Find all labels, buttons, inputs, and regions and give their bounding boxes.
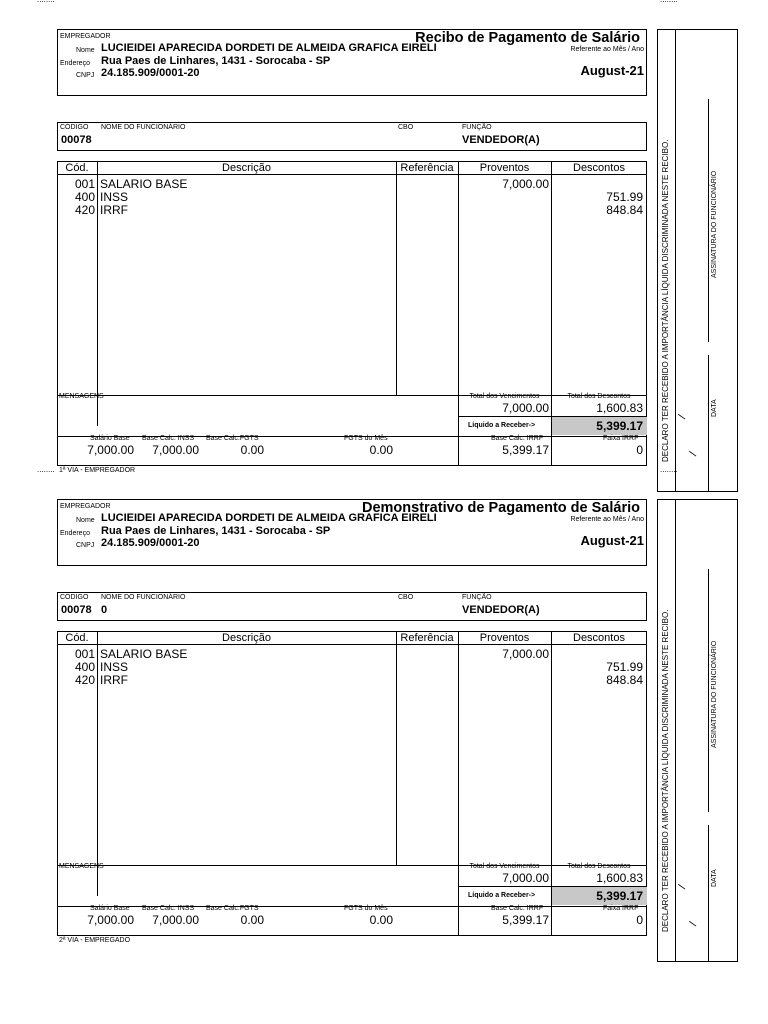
col-header-reference: Referência: [400, 162, 454, 174]
copy-label: 2ª VIA - EMPREGADO: [59, 937, 131, 944]
function-label: FUNÇÃO: [462, 124, 492, 131]
declaration-text: DECLARO TER RECEBIDO A IMPORTÂNCIA LÍQUIDA DISCRIMINADA NESTE RECIBO.: [661, 609, 670, 932]
net-pay-value: 5,399.17: [596, 889, 643, 903]
employer-address: Rua Paes de Linhares, 1431 - Sorocaba - SP: [101, 55, 331, 67]
signature-label: ASSINATURA DO FUNCIONÁRIO: [711, 640, 718, 748]
fgts-month-value: 0.00: [369, 443, 393, 457]
item-code: 420: [74, 673, 95, 687]
base-fgts-label: Base Calc.FGTS: [206, 905, 259, 912]
item-description: IRRF: [100, 203, 128, 217]
item-proventos: 7,000.00: [502, 177, 549, 191]
fgts-month-label: FGTS do Mês: [344, 905, 388, 912]
item-code: 001: [74, 647, 95, 661]
code-label: CÓDIGO: [60, 594, 89, 601]
copy-label: 1ª VIA - EMPREGADOR: [59, 467, 136, 474]
code-label: CÓDIGO: [60, 124, 89, 131]
col-header-descontos: Descontos: [573, 162, 625, 174]
item-row: [57, 674, 647, 687]
base-inss-label: Base Calc. INSS: [142, 905, 195, 912]
base-inss-value: 7,000.00: [152, 913, 199, 927]
item-description: SALARIO BASE: [100, 647, 188, 661]
item-row: [57, 204, 647, 217]
base-salary-value: 7,000.00: [87, 913, 134, 927]
employer-cnpj: 24.185.909/0001-20: [101, 67, 200, 79]
base-salary-label: Salário Base: [90, 905, 130, 912]
receipt-2: [0, 465, 768, 944]
employer-label: EMPREGADOR: [60, 33, 111, 40]
col-header-descontos: Descontos: [573, 632, 625, 644]
col-header-description: Descrição: [222, 632, 271, 644]
employer-name: LUCIEIDEI APARECIDA DORDETI DE ALMEIDA GRAFICA EIRELI: [101, 42, 437, 54]
col-header-description: Descrição: [222, 162, 271, 174]
base-inss-label: Base Calc. INSS: [142, 435, 195, 442]
address-label: Endereço: [60, 530, 90, 537]
irrf-range-label: Faixa IRRF: [603, 905, 639, 912]
col-header-proventos: Proventos: [479, 632, 530, 644]
signature-divider: [675, 499, 676, 962]
table-header-divider: [57, 174, 647, 175]
base-fgts-label: Base Calc.FGTS: [206, 435, 259, 442]
base-irrf-label: Base Calc. IRRF: [491, 435, 544, 442]
cut-mark-right: ........: [660, 465, 678, 474]
name-label: Nome: [76, 47, 95, 54]
employee-code: 00078: [61, 604, 92, 616]
employer-address: Rua Paes de Linhares, 1431 - Sorocaba - SP: [101, 525, 331, 537]
total-deductions-value: 1,600.83: [596, 871, 643, 885]
cut-mark-right: [660, 0, 678, 4]
employee-name-label: NOME DO FUNCIONÁRIO: [101, 594, 186, 601]
items-rows: [57, 178, 647, 217]
total-deductions-label: Total dos Descontos: [567, 393, 631, 400]
net-pay-label: Líquido a Receber->: [468, 422, 536, 429]
employer-cnpj: 24.185.909/0001-20: [101, 537, 200, 549]
date-label: DATA: [711, 869, 718, 887]
item-description: INSS: [100, 190, 129, 204]
col-header-reference: Referência: [400, 632, 454, 644]
base-fgts-value: 0.00: [240, 443, 264, 457]
base-irrf-label: Base Calc. IRRF: [491, 905, 544, 912]
date-line: [708, 825, 709, 962]
item-description: INSS: [100, 660, 129, 674]
function-label: FUNÇÃO: [462, 594, 492, 601]
irrf-range-label: Faixa IRRF: [603, 435, 639, 442]
reference-label: Referente ao Mês / Ano: [570, 46, 644, 53]
net-pay-label: Líquido a Receber->: [468, 892, 536, 899]
cnpj-label: CNPJ: [76, 72, 95, 79]
col-header-code: Cód.: [65, 162, 89, 174]
irrf-range-value: 0: [636, 913, 643, 927]
cut-mark-left: ........: [37, 465, 55, 474]
item-code: 400: [74, 190, 95, 204]
name-label: Nome: [76, 517, 95, 524]
period-value: August-21: [580, 533, 644, 548]
reference-label: Referente ao Mês / Ano: [570, 516, 644, 523]
receipt-title: Demonstrativo de Pagamento de Salário: [362, 500, 640, 516]
messages-label: MENSAGENS: [59, 863, 104, 870]
signature-label: ASSINATURA DO FUNCIONÁRIO: [711, 170, 718, 278]
employee-name-label: NOME DO FUNCIONÁRIO: [101, 124, 186, 131]
total-deductions-value: 1,600.83: [596, 401, 643, 415]
items-rows: [57, 648, 647, 687]
item-descontos: 848.84: [606, 673, 643, 687]
cbo-label: CBO: [398, 124, 414, 131]
item-code: 001: [74, 177, 95, 191]
period-value: August-21: [580, 63, 644, 78]
date-slash-2: /: [687, 920, 700, 928]
item-description: IRRF: [100, 673, 128, 687]
table-header-divider: [57, 644, 647, 645]
item-row: [57, 191, 647, 204]
employee-function: VENDEDOR(A): [462, 134, 540, 146]
receipt-1: [0, 0, 768, 474]
item-descontos: 848.84: [606, 203, 643, 217]
fgts-month-label: FGTS do Mês: [344, 435, 388, 442]
item-code: 400: [74, 660, 95, 674]
item-row: [57, 661, 647, 674]
base-irrf-value: 5,399.17: [502, 443, 549, 457]
base-irrf-value: 5,399.17: [502, 913, 549, 927]
item-row: [57, 648, 647, 661]
col-header-code: Cód.: [65, 632, 89, 644]
total-earnings-value: 7,000.00: [502, 871, 549, 885]
net-pay-value: 5,399.17: [596, 419, 643, 433]
item-descontos: 751.99: [606, 190, 643, 204]
employee-function: VENDEDOR(A): [462, 604, 540, 616]
cnpj-label: CNPJ: [76, 542, 95, 549]
col-header-proventos: Proventos: [479, 162, 530, 174]
date-slash-2: /: [687, 450, 700, 458]
base-inss-value: 7,000.00: [152, 443, 199, 457]
messages-label: MENSAGENS: [59, 393, 104, 400]
declaration-text: DECLARO TER RECEBIDO A IMPORTÂNCIA LÍQUIDA DISCRIMINADA NESTE RECIBO.: [661, 139, 670, 462]
total-earnings-label: Total dos Vencimentos: [469, 393, 540, 400]
total-earnings-value: 7,000.00: [502, 401, 549, 415]
signature-divider: [675, 29, 676, 492]
fgts-month-value: 0.00: [369, 913, 393, 927]
item-description: SALARIO BASE: [100, 177, 188, 191]
date-slash-1: /: [676, 413, 689, 421]
item-code: 420: [74, 203, 95, 217]
item-descontos: 751.99: [606, 660, 643, 674]
receipt-title: Recibo de Pagamento de Salário: [415, 30, 640, 46]
irrf-range-value: 0: [636, 443, 643, 457]
cbo-label: CBO: [398, 594, 414, 601]
item-proventos: 7,000.00: [502, 647, 549, 661]
date-slash-1: /: [676, 883, 689, 891]
total-deductions-label: Total dos Descontos: [567, 863, 631, 870]
date-label: DATA: [711, 399, 718, 417]
base-salary-value: 7,000.00: [87, 443, 134, 457]
employee-code: 00078: [61, 134, 92, 146]
signature-line: [708, 99, 709, 342]
employer-label: EMPREGADOR: [60, 503, 111, 510]
total-earnings-label: Total dos Vencimentos: [469, 863, 540, 870]
cut-mark-left: [37, 0, 55, 4]
item-row: [57, 178, 647, 191]
address-label: Endereço: [60, 60, 90, 67]
employee-name: 0: [101, 604, 108, 616]
signature-line: [708, 569, 709, 812]
employer-name: LUCIEIDEI APARECIDA DORDETI DE ALMEIDA GRAFICA EIRELI: [101, 512, 437, 524]
base-salary-label: Salário Base: [90, 435, 130, 442]
base-fgts-value: 0.00: [240, 913, 264, 927]
